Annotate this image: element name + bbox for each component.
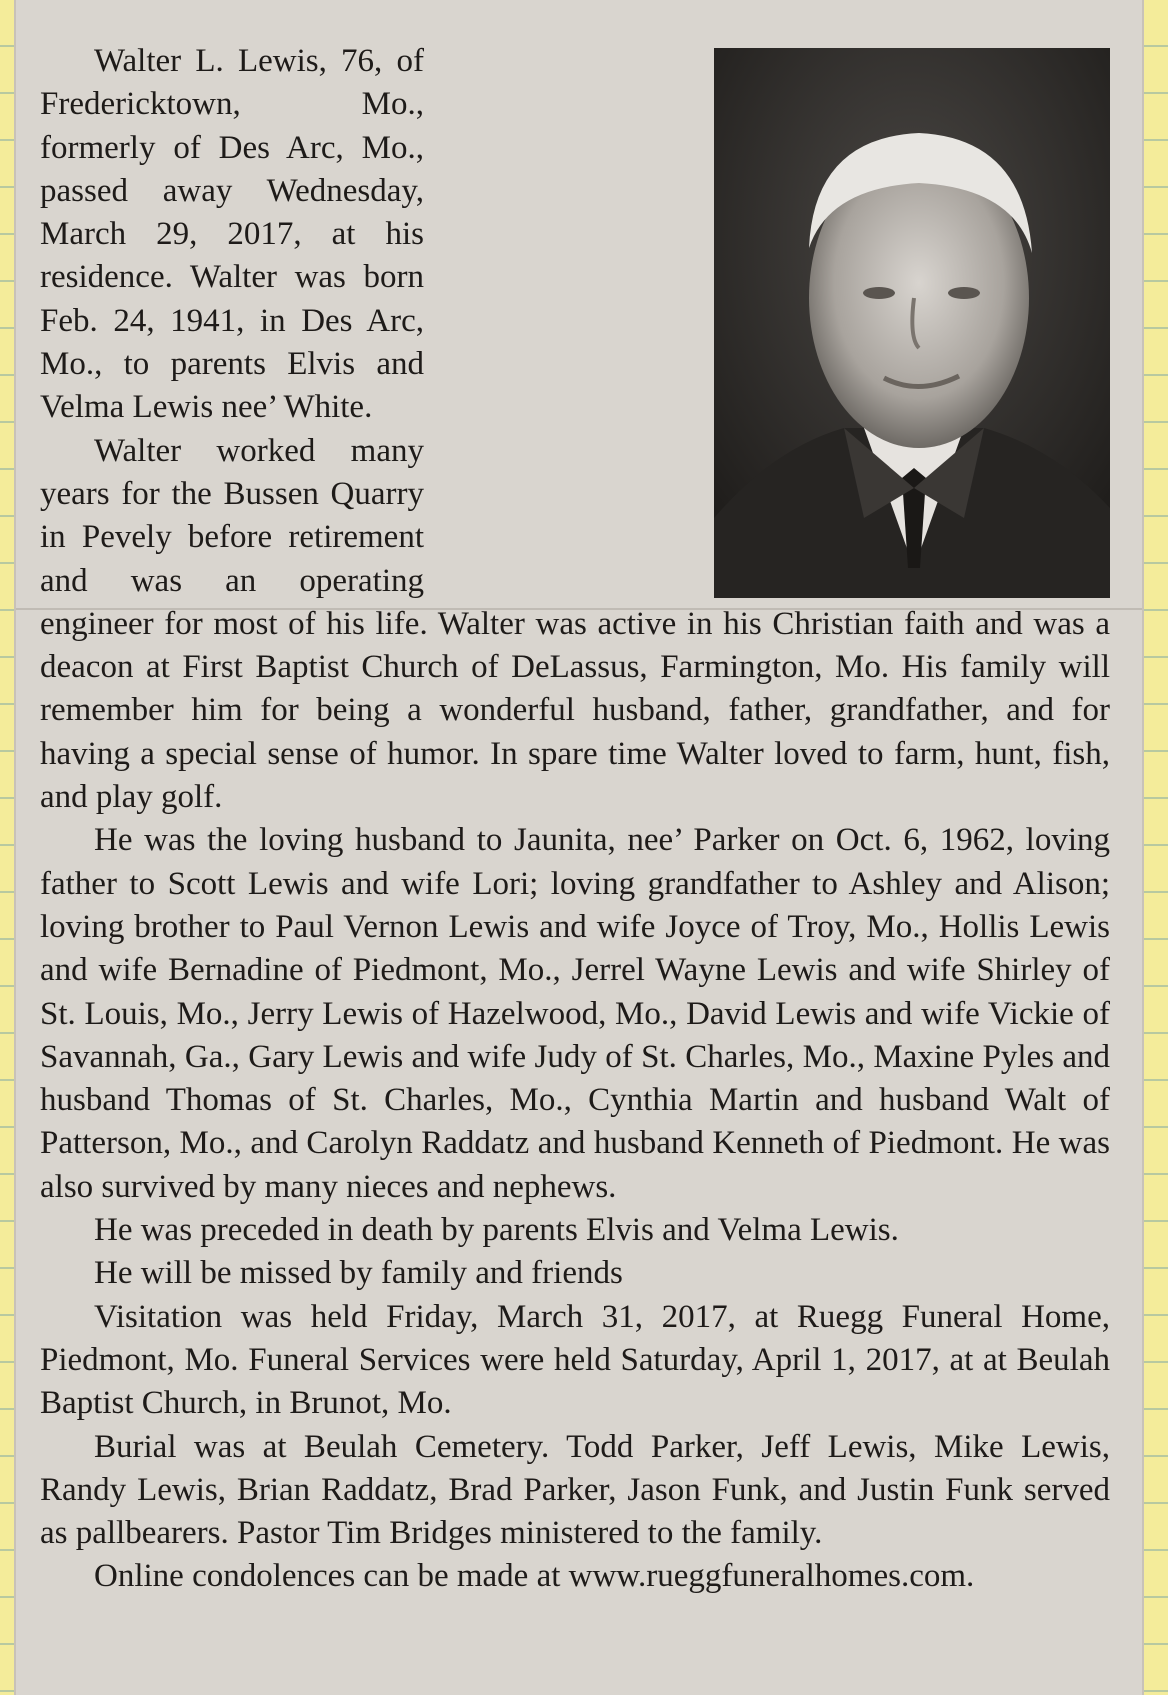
paragraph-visitation: Visitation was held Friday, March 31, 2017, at Ruegg Funeral Home, Piedmont, Mo. Funeral Services were held Saturday, April 1, 2017, at at Beulah Baptist Church, in Brunot, Mo. bbox=[40, 1298, 1110, 1422]
photo-wrap-space bbox=[424, 40, 1110, 600]
paragraph-survivors: He was the loving husband to Jaunita, nee’ Parker on Oct. 6, 1962, loving father to Scott Lewis and wife Lori; loving grandfather to Ashley and Alison; loving brother to Paul Vernon Lewis and wife Joyce of Troy, Mo., Hollis Lewis and wife Bernadine of Piedmont, Mo., Jerrel Wayne Lewis and wife Shirley of St. Louis, Mo., Jerry Lewis of Hazelwood, Mo., David Lewis and wife Vickie of Savannah, Ga., Gary Lewis and wife Judy of St. Charles, Mo., Maxine Pyles and husband Thomas of St. Charles, Mo., Cynthia Martin and husband Walt of Patterson, Mo., and Carolyn Raddatz and husband Kenneth of Piedmont. He was also survived by many nieces and nephews. bbox=[40, 822, 1110, 1205]
paragraph-preceded: He was preceded in death by parents Elvis and Velma Lewis. bbox=[94, 1212, 899, 1249]
paragraph-burial: Burial was at Beulah Cemetery. Todd Parker, Jeff Lewis, Mike Lewis, Randy Lewis, Brian Raddatz, Brad Parker, Jason Funk, and Justin Funk served as pallbearers. Pastor Tim Bridges ministered to the family. bbox=[40, 1428, 1110, 1552]
paragraph-career: Walter worked many years for the Bussen Quarry in Pevely before retirement and was an operating engineer for most of his life. Walter was active in his Christian faith and was a deacon at First Baptist Church of DeLassus, Farmington, Mo. His family will remember him for being a wonderful husband, father, grandfather, and for having a special sense of humor. In spare time Walter loved to farm, hunt, fish, and play golf. bbox=[40, 432, 1110, 816]
paragraph-condolences: Online condolences can be made at www.rueggfuneralhomes.com. bbox=[94, 1558, 975, 1595]
paragraph-death-notice: Walter L. Lewis, 76, of Fredericktown, Mo., formerly of Des Arc, Mo., passed away Wednesday, March 29, 2017, at his residence. Walter was born Feb. 24, 1941, in Des Arc, Mo., to parents Elvis and Velma Lewis nee’ White. bbox=[40, 43, 424, 426]
obituary-text bbox=[40, 40, 1110, 1599]
paragraph-missed: He will be missed by family and friends bbox=[94, 1255, 623, 1292]
